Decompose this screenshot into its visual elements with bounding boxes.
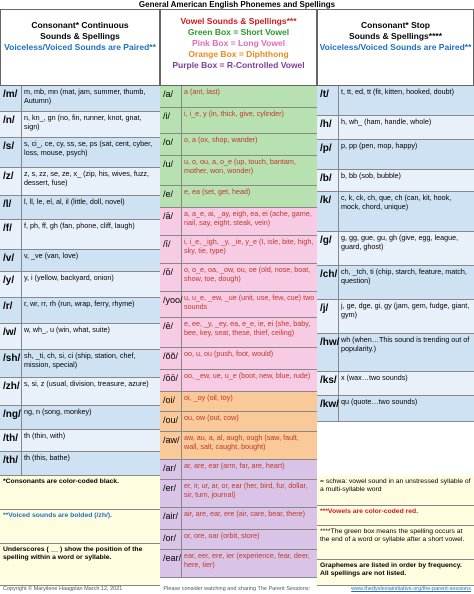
phoneme-symbol: /air/ — [160, 508, 182, 529]
phoneme-symbol: /y/ — [0, 272, 22, 297]
phoneme-row — [0, 406, 160, 430]
phoneme-row — [160, 236, 317, 264]
phoneme-spellings: p, pp (pen, mop, happy) — [341, 141, 418, 150]
phoneme-symbol: /f/ — [0, 220, 22, 249]
phoneme-spellings: er, ir, ur, ar, or, ear (her, bird, fur, dollar, sir, turn, journal) — [184, 481, 308, 499]
phoneme-row — [160, 86, 317, 108]
page-title: General American English Phonemes and Spellings — [0, 0, 474, 10]
phoneme-spellings: s, si, z (usual, division, treasure, azure) — [24, 379, 149, 388]
phoneme-symbol: /w/ — [0, 324, 22, 349]
phoneme-row — [0, 196, 160, 220]
phoneme-spellings: b, bb (sob, bubble) — [341, 171, 401, 180]
phoneme-symbol: /ī/ — [160, 236, 182, 263]
phoneme-row — [160, 432, 317, 460]
header-right-line1: Consonant* Stop — [361, 20, 430, 30]
header-left-line3: Voiceless/Voiced Sounds are Paired** — [4, 42, 156, 52]
phoneme-spellings: ch, _tch, ti (chip, starch, feature, match, question) — [341, 267, 467, 285]
phoneme-spellings: th (thin, with) — [24, 431, 66, 440]
phoneme-row — [0, 324, 160, 350]
phoneme-symbol: /ng/ — [0, 406, 22, 429]
phoneme-row — [0, 272, 160, 298]
phoneme-row — [317, 116, 474, 140]
header-left-line1: Consonant* Continuous — [31, 20, 129, 30]
phoneme-symbol: /hw/ — [317, 334, 339, 371]
header-left-line2: Sounds & Spellings — [40, 31, 120, 41]
phoneme-row — [0, 250, 160, 272]
phoneme-symbol: /ŏŏ/ — [160, 348, 182, 369]
phoneme-symbol: /i/ — [160, 108, 182, 133]
phoneme-symbol: /or/ — [160, 530, 182, 549]
phoneme-row — [0, 430, 160, 452]
header-vowels — [160, 10, 317, 86]
phoneme-row — [0, 452, 160, 476]
phoneme-row — [0, 298, 160, 324]
phoneme-spellings: y, i (yellow, backyard, onion) — [24, 273, 114, 282]
phoneme-spellings: e, ea (set, get, head) — [184, 187, 251, 196]
phoneme-symbol: /sh/ — [0, 350, 22, 377]
phoneme-spellings: w, wh_, u (win, what, suite) — [24, 325, 110, 334]
phoneme-row — [160, 392, 317, 412]
phoneme-spellings: v, _ve (van, love) — [24, 251, 79, 260]
phoneme-row — [317, 266, 474, 300]
header-mid-line2: Green Box = Short Vowel — [187, 27, 290, 37]
phoneme-spellings: m, mb, mn (mat, jam, summer, thumb, Autumn) — [24, 87, 146, 105]
phoneme-symbol: /m/ — [0, 86, 22, 111]
phoneme-row — [317, 334, 474, 372]
phoneme-spellings: ng, n (song, monkey) — [24, 407, 92, 416]
phoneme-spellings: qu (quote…two sounds) — [341, 397, 418, 406]
phoneme-spellings: a (ant, last) — [184, 87, 220, 96]
phoneme-row — [0, 112, 160, 138]
header-continuous — [0, 10, 160, 86]
phoneme-row — [317, 232, 474, 266]
header-mid-line5: Purple Box = R-Controlled Vowel — [172, 60, 305, 70]
phoneme-spellings: a, a_e, ai, _ay, eigh, ea, ei (ache, game, nail, say, eight, steak, vein) — [184, 209, 312, 227]
phoneme-symbol: /u/ — [160, 156, 182, 185]
phoneme-spellings: oo, _ew, ue, u_e (boot, new, blue, rude) — [184, 371, 311, 380]
phoneme-symbol: /ou/ — [160, 412, 182, 431]
phoneme-spellings: air, are, ear, ere (air, care, bear, there) — [184, 509, 306, 518]
phoneme-symbol: /s/ — [0, 138, 22, 167]
phoneme-spellings: s, ci_, ce, cy, ss, se, ps (sat, cent, cyber, loss, mouse, psych) — [24, 139, 153, 157]
phoneme-spellings: c, k, ck, ch, que, ch (can, kit, hook, mock, chord, unique) — [341, 193, 452, 211]
phoneme-row — [0, 138, 160, 168]
note-green-box: ****The green box means the spelling occurs at the end of a word or syllable after a short vowel. — [317, 526, 474, 560]
phoneme-symbol: /th/ — [0, 430, 22, 451]
phoneme-symbol: /er/ — [160, 480, 182, 507]
phoneme-spellings: z, s, zz, se, ze, x_ (zip, his, wives, fuzz, dessert, fuse) — [24, 169, 150, 187]
phoneme-symbol: /aw/ — [160, 432, 182, 459]
phoneme-spellings: ou, ow (out, cow) — [184, 413, 239, 422]
phoneme-symbol: /yoo/ — [160, 292, 182, 317]
phoneme-spellings: g, gg, gue, gu, gh (give, egg, league, guard, ghost) — [341, 233, 459, 251]
phoneme-spellings: f, ph, ff, gh (fan, phone, cliff, laugh) — [24, 221, 135, 230]
header-stop — [317, 10, 474, 86]
phoneme-symbol: /t/ — [317, 86, 339, 115]
header-right-line3: Voiceless/Voiced Sounds are Paired** — [319, 42, 472, 52]
phoneme-spellings: o, a (ox, shop, wander) — [184, 135, 258, 144]
phoneme-spellings: x (wax…two sounds) — [341, 373, 408, 382]
phoneme-row — [317, 140, 474, 170]
phoneme-spellings: i, i_e, _igh, _y, _ie, y_e (I, isle, bite, high, sky, tie, type) — [184, 237, 314, 255]
phoneme-row — [160, 412, 317, 432]
phoneme-spellings: j, ge, dge, gi, gy (jam, gem, fudge, giant, gym) — [341, 301, 470, 319]
phoneme-row — [317, 372, 474, 396]
note-vowels-red: ***Vowels are color-coded red. — [317, 506, 474, 526]
note-consonants: *Consonants are color-coded black. — [0, 476, 160, 510]
note-graphemes: Graphemes are listed in order by frequency. All spellings are not listed. — [317, 560, 474, 586]
phoneme-row — [0, 168, 160, 196]
vowel-column — [160, 86, 317, 578]
phoneme-row — [160, 156, 317, 186]
phoneme-row — [160, 318, 317, 348]
header-mid-line1: Vowel Sounds & Spellings*** — [180, 16, 297, 26]
phoneme-spellings: ear, eer, ere, ier (experience, fear, deer, here, tier) — [184, 551, 310, 569]
phoneme-symbol: /e/ — [160, 186, 182, 207]
phoneme-symbol: /ōō/ — [160, 370, 182, 391]
phoneme-symbol: /ear/ — [160, 550, 182, 577]
phoneme-symbol: /ch/ — [317, 266, 339, 299]
phoneme-spellings: wh (when…This sound is trending out of popularity.) — [341, 335, 470, 353]
phoneme-spellings: n, kn_, gn (no, fin, runner, knot, gnat, sign) — [24, 113, 142, 131]
header-mid-line3: Pink Box = Long Vowel — [191, 38, 286, 48]
phoneme-symbol: /o/ — [160, 134, 182, 155]
phoneme-row — [160, 108, 317, 134]
phoneme-symbol: /th/ — [0, 452, 22, 475]
phoneme-spellings: h, wh_ (ham, handle, whole) — [341, 117, 432, 126]
phoneme-row — [317, 396, 474, 422]
notes-right — [317, 476, 474, 586]
notes-left — [0, 476, 160, 586]
phoneme-spellings: sh, _ti, ch, si, ci (ship, station, chef, mission, special) — [24, 351, 136, 369]
phoneme-row — [160, 186, 317, 208]
phoneme-spellings: oi, _oy (oil, toy) — [184, 393, 233, 402]
phoneme-symbol: /p/ — [317, 140, 339, 169]
phoneme-symbol: /l/ — [0, 196, 22, 219]
phoneme-symbol: /ar/ — [160, 460, 182, 479]
phoneme-symbol: /ē/ — [160, 318, 182, 347]
header-mid-line4: Orange Box = Diphthong — [188, 49, 289, 59]
phoneme-row — [160, 530, 317, 550]
phoneme-symbol: /ks/ — [317, 372, 339, 395]
phoneme-spellings: l, ll, le, el, al, il (little, doll, novel) — [24, 197, 125, 206]
phoneme-symbol: /b/ — [317, 170, 339, 191]
phoneme-symbol: /v/ — [0, 250, 22, 271]
phoneme-spellings: u, u_e, _ew, _ue (unit, use, few, cue) two sounds — [184, 293, 315, 311]
phoneme-row — [317, 192, 474, 232]
phoneme-row — [0, 350, 160, 378]
phoneme-row — [160, 370, 317, 392]
phoneme-symbol: /k/ — [317, 192, 339, 231]
header-right-line2: Sounds & Spellings**** — [348, 31, 443, 41]
phoneme-row — [0, 378, 160, 406]
phoneme-spellings: e, ee, _y, _ey, ea, e_e, ie, ei (she, baby, bee, key, seat, these, thief, ceiling) — [184, 319, 311, 337]
footer-note: Please consider watching and sharing The Parent Sessions: — [163, 586, 311, 592]
phoneme-row — [160, 460, 317, 480]
phoneme-row — [160, 208, 317, 236]
phoneme-row — [0, 220, 160, 250]
phoneme-symbol: /zh/ — [0, 378, 22, 405]
phoneme-spellings: ar, are, ear (arm, far, are, heart) — [184, 461, 285, 470]
footer-link[interactable]: www.thedyslexiainitiative.org/the-parent-sessions — [351, 586, 471, 592]
phoneme-spellings: or, ore, oar (orbit, store) — [184, 531, 260, 540]
phoneme-row — [160, 550, 317, 578]
phoneme-spellings: i, i_e, y (in, thick, give, cylinder) — [184, 109, 284, 118]
phoneme-row — [160, 508, 317, 530]
phoneme-symbol: /oi/ — [160, 392, 182, 411]
footer — [0, 586, 474, 594]
phoneme-row — [160, 348, 317, 370]
phoneme-symbol: /ā/ — [160, 208, 182, 235]
phoneme-spellings: t, tt, ed, tt (fit, kitten, hooked, doubt) — [341, 87, 455, 96]
phoneme-row — [160, 264, 317, 292]
phoneme-symbol: /ō/ — [160, 264, 182, 291]
phoneme-symbol: /kw/ — [317, 396, 339, 421]
phoneme-symbol: /n/ — [0, 112, 22, 137]
phoneme-row — [160, 292, 317, 318]
footer-copyright: Copyright © Maryilene Haagplan March 12, 2021 — [3, 586, 123, 592]
phoneme-row — [160, 480, 317, 508]
note-underscores: Underscores ( __ ) show the position of the spelling within a word or syllable. — [0, 544, 160, 586]
continuous-column — [0, 86, 160, 476]
phoneme-spellings: th (this, bathe) — [24, 453, 70, 462]
phoneme-row — [160, 134, 317, 156]
stop-column — [317, 86, 474, 422]
note-schwa: = schwa: vowel sound in an unstressed syllable of a multi-syllable word — [317, 476, 474, 506]
phoneme-spellings: r, wr, rr, rh (run, wrap, ferry, rhyme) — [24, 299, 135, 308]
phoneme-symbol: /z/ — [0, 168, 22, 195]
phoneme-row — [317, 86, 474, 116]
phoneme-row — [317, 170, 474, 192]
phoneme-row — [317, 300, 474, 334]
phoneme-spellings: u, o, ou, a, o_e (up, touch, bantam, mother, won, wonder) — [184, 157, 296, 175]
phoneme-symbol: /h/ — [317, 116, 339, 139]
phoneme-spellings: oo, u, ou (push, foot, would) — [184, 349, 274, 358]
phoneme-symbol: /a/ — [160, 86, 182, 107]
phoneme-spellings: aw, au, a, al, augh, ough (saw, fault, wall, salt, caught, bought) — [184, 433, 299, 451]
phoneme-symbol: /j/ — [317, 300, 339, 333]
phoneme-symbol: /g/ — [317, 232, 339, 265]
phoneme-row — [0, 86, 160, 112]
phoneme-spellings: o, o_e, oa, _ow, ou, oe (old, nose, boat, show, toe, dough) — [184, 265, 311, 283]
phoneme-symbol: /r/ — [0, 298, 22, 323]
note-voiced: **Voiced sounds are bolded (/zh/). — [0, 510, 160, 544]
